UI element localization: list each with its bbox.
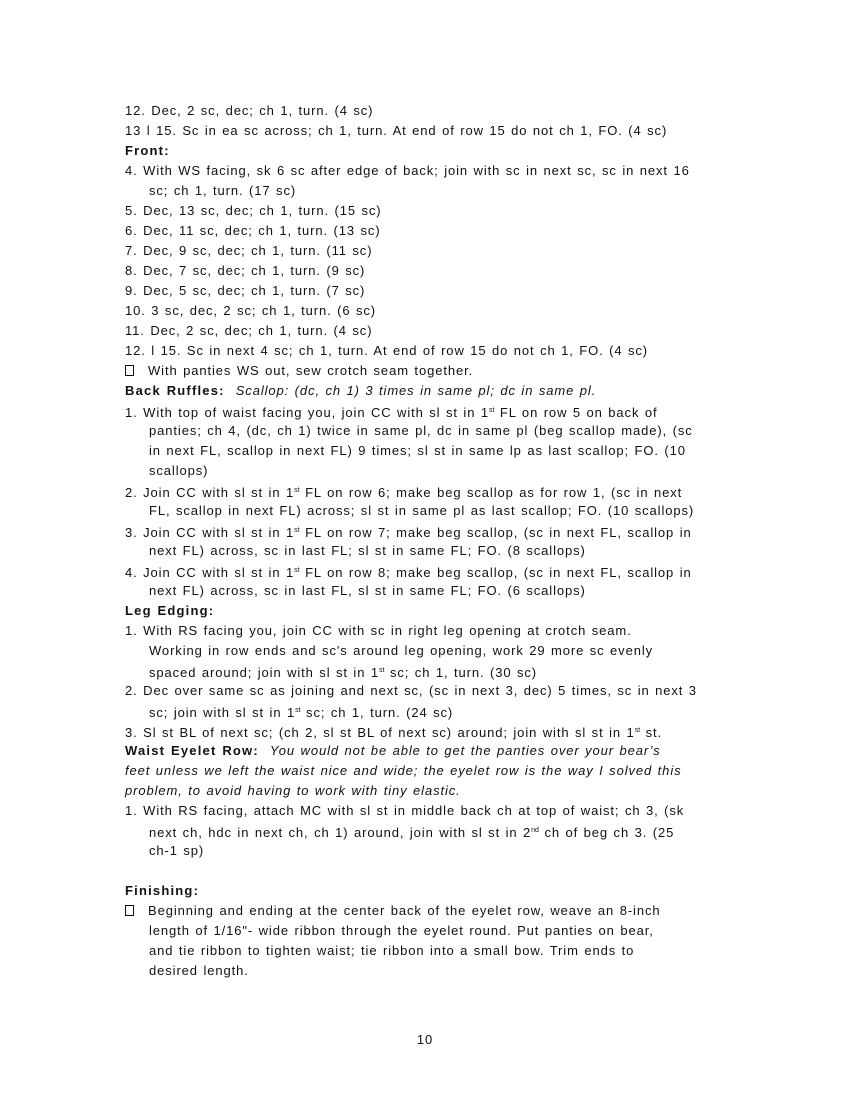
- front-bullet-text: With panties WS out, sew crotch seam together.: [148, 363, 474, 378]
- front-row-6: 6. Dec, 11 sc, dec; ch 1, turn. (13 sc): [125, 223, 381, 238]
- superscript: st: [488, 407, 495, 414]
- ruffle-row-4: [125, 561, 725, 581]
- waist-note-2: feet unless we left the waist nice and wide; the eyelet row is the way I solved this: [125, 763, 682, 778]
- checkbox-bullet-icon: [125, 365, 134, 376]
- ruffle-row-1-text-end: FL on row 5 on back of: [494, 405, 658, 420]
- ruffle-row-3-cont: next FL) across, sc in last FL; sl st in same FL; FO. (8 scallops): [149, 543, 586, 558]
- waist-note-3: problem, to avoid having to work with tiny elastic.: [125, 783, 461, 798]
- ruffle-row-1-cont-3: scallops): [149, 463, 209, 478]
- leg-row-2: 2. Dec over same sc as joining and next sc, (sc in next 3, dec) 5 times, sc in next 3: [125, 683, 697, 698]
- front-row-5: 5. Dec, 13 sc, dec; ch 1, turn. (15 sc): [125, 203, 382, 218]
- front-row-10: 10. 3 sc, dec, 2 sc; ch 1, turn. (6 sc): [125, 303, 377, 318]
- superscript: st: [379, 667, 385, 674]
- front-bullet: [125, 361, 725, 381]
- front-row-9: 9. Dec, 5 sc, dec; ch 1, turn. (7 sc): [125, 283, 366, 298]
- ruffle-row-2: [125, 481, 725, 501]
- superscript: st: [295, 707, 301, 714]
- ruffle-row-3: [125, 521, 725, 541]
- rows-13-15: 13 l 15. Sc in ea sc across; ch 1, turn. At end of row 15 do not ch 1, FO. (4 sc): [125, 123, 668, 138]
- leg-row-1-text-end: sc; ch 1, turn. (30 sc): [384, 665, 538, 680]
- waist-row-1: 1. With RS facing, attach MC with sl st in middle back ch at top of waist; ch 3, (sk: [125, 803, 685, 818]
- front-rows-12-15: 12. l 15. Sc in next 4 sc; ch 1, turn. At end of row 15 do not ch 1, FO. (4 sc): [125, 343, 649, 358]
- checkbox-bullet-icon: [125, 905, 134, 916]
- spacer: [125, 861, 725, 881]
- leg-row-1: 1. With RS facing you, join CC with sc in right leg opening at crotch seam.: [125, 623, 632, 638]
- leg-row-1-text: spaced around; join with sl st in 1: [149, 665, 379, 680]
- section-heading-front: Front:: [125, 143, 170, 158]
- ruffle-row-4-text: 4. Join CC with sl st in 1: [125, 565, 295, 580]
- front-row-4-cont: sc; ch 1, turn. (17 sc): [149, 183, 297, 198]
- ruffle-row-2-text-end: FL on row 6; make beg scallop as for row 1, (sc in next: [299, 485, 683, 500]
- ruffle-row-1: [125, 401, 725, 421]
- waist-note-1: You would not be able to get the panties over your bear’s: [269, 743, 661, 758]
- waist-row-1-text: next ch, hdc in next ch, ch 1) around, join with sl st in 2: [149, 825, 532, 840]
- section-heading-waist-eyelet: Waist Eyelet Row:: [125, 743, 259, 758]
- pattern-text: [125, 101, 725, 981]
- finishing-bullet: [125, 901, 725, 921]
- leg-row-3: [125, 721, 725, 741]
- ruffle-row-3-text-end: FL on row 7; make beg scallop, (sc in next FL, scallop in: [299, 525, 692, 540]
- leg-row-3-text: 3. Sl st BL of next sc; (ch 2, sl st BL of next sc) around; join with sl st in 1: [125, 725, 635, 740]
- finishing-line-1: Beginning and ending at the center back of the eyelet row, weave an 8-inch: [148, 903, 661, 918]
- ruffle-row-1-cont-1: panties; ch 4, (dc, ch 1) twice in same pl, dc in same pl (beg scallop made), (sc: [149, 423, 693, 438]
- waist-row-1-cont-1: [125, 821, 725, 841]
- leg-row-1-cont-2: [125, 661, 725, 681]
- ruffle-row-2-cont: FL, scallop in next FL) across; sl st in same pl as last scallop; FO. (10 scallops): [149, 503, 695, 518]
- ruffle-row-1-text: 1. With top of waist facing you, join CC with sl st in 1: [125, 405, 489, 420]
- front-row-8: 8. Dec, 7 sc, dec; ch 1, turn. (9 sc): [125, 263, 366, 278]
- ruffle-row-3-text: 3. Join CC with sl st in 1: [125, 525, 295, 540]
- leg-row-2-text-end: sc; ch 1, turn. (24 sc): [300, 705, 454, 720]
- finishing-line-4: desired length.: [149, 963, 249, 978]
- superscript: st: [634, 727, 641, 734]
- leg-row-1-cont-1: Working in row ends and sc's around leg opening, work 29 more sc evenly: [149, 643, 654, 658]
- finishing-line-3: and tie ribbon to tighten waist; tie ribbon into a small bow. Trim ends to: [149, 943, 635, 958]
- waist-row-1-text-end: ch of beg ch 3. (25: [538, 825, 675, 840]
- row-12: 12. Dec, 2 sc, dec; ch 1, turn. (4 sc): [125, 103, 374, 118]
- ruffle-row-4-cont: next FL) across, sc in last FL, sl st in same FL; FO. (6 scallops): [149, 583, 586, 598]
- finishing-line-2: length of 1/16"- wide ribbon through the eyelet round. Put panties on bear,: [149, 923, 654, 938]
- leg-row-2-cont: [125, 701, 725, 721]
- back-ruffles-heading-line: [125, 381, 725, 401]
- scallop-note: Scallop: (dc, ch 1) 3 times in same pl; dc in same pl.: [235, 383, 597, 398]
- superscript: nd: [531, 827, 539, 834]
- section-heading-finishing: Finishing:: [125, 883, 200, 898]
- superscript: st: [294, 487, 300, 494]
- front-row-11: 11. Dec, 2 sc, dec; ch 1, turn. (4 sc): [125, 323, 373, 338]
- leg-row-3-text-end: st.: [640, 725, 663, 740]
- ruffle-row-2-text: 2. Join CC with sl st in 1: [125, 485, 295, 500]
- ruffle-row-1-cont-2: in next FL, scallop in next FL) 9 times; sl st in same lp as last scallop; FO. (10: [149, 443, 686, 458]
- leg-row-2-text: sc; join with sl st in 1: [149, 705, 296, 720]
- front-row-7: 7. Dec, 9 sc, dec; ch 1, turn. (11 sc): [125, 243, 373, 258]
- section-heading-leg-edging: Leg Edging:: [125, 603, 215, 618]
- superscript: st: [294, 567, 300, 574]
- waist-heading-line: [125, 741, 725, 761]
- ruffle-row-4-text-end: FL on row 8; make beg scallop, (sc in next FL, scallop in: [299, 565, 692, 580]
- section-heading-back-ruffles: Back Ruffles:: [125, 383, 225, 398]
- front-row-4: 4. With WS facing, sk 6 sc after edge of back; join with sc in next sc, sc in next 16: [125, 163, 690, 178]
- waist-row-1-cont-2: ch-1 sp): [149, 843, 205, 858]
- superscript: st: [294, 527, 300, 534]
- page-number: 10: [416, 1032, 434, 1047]
